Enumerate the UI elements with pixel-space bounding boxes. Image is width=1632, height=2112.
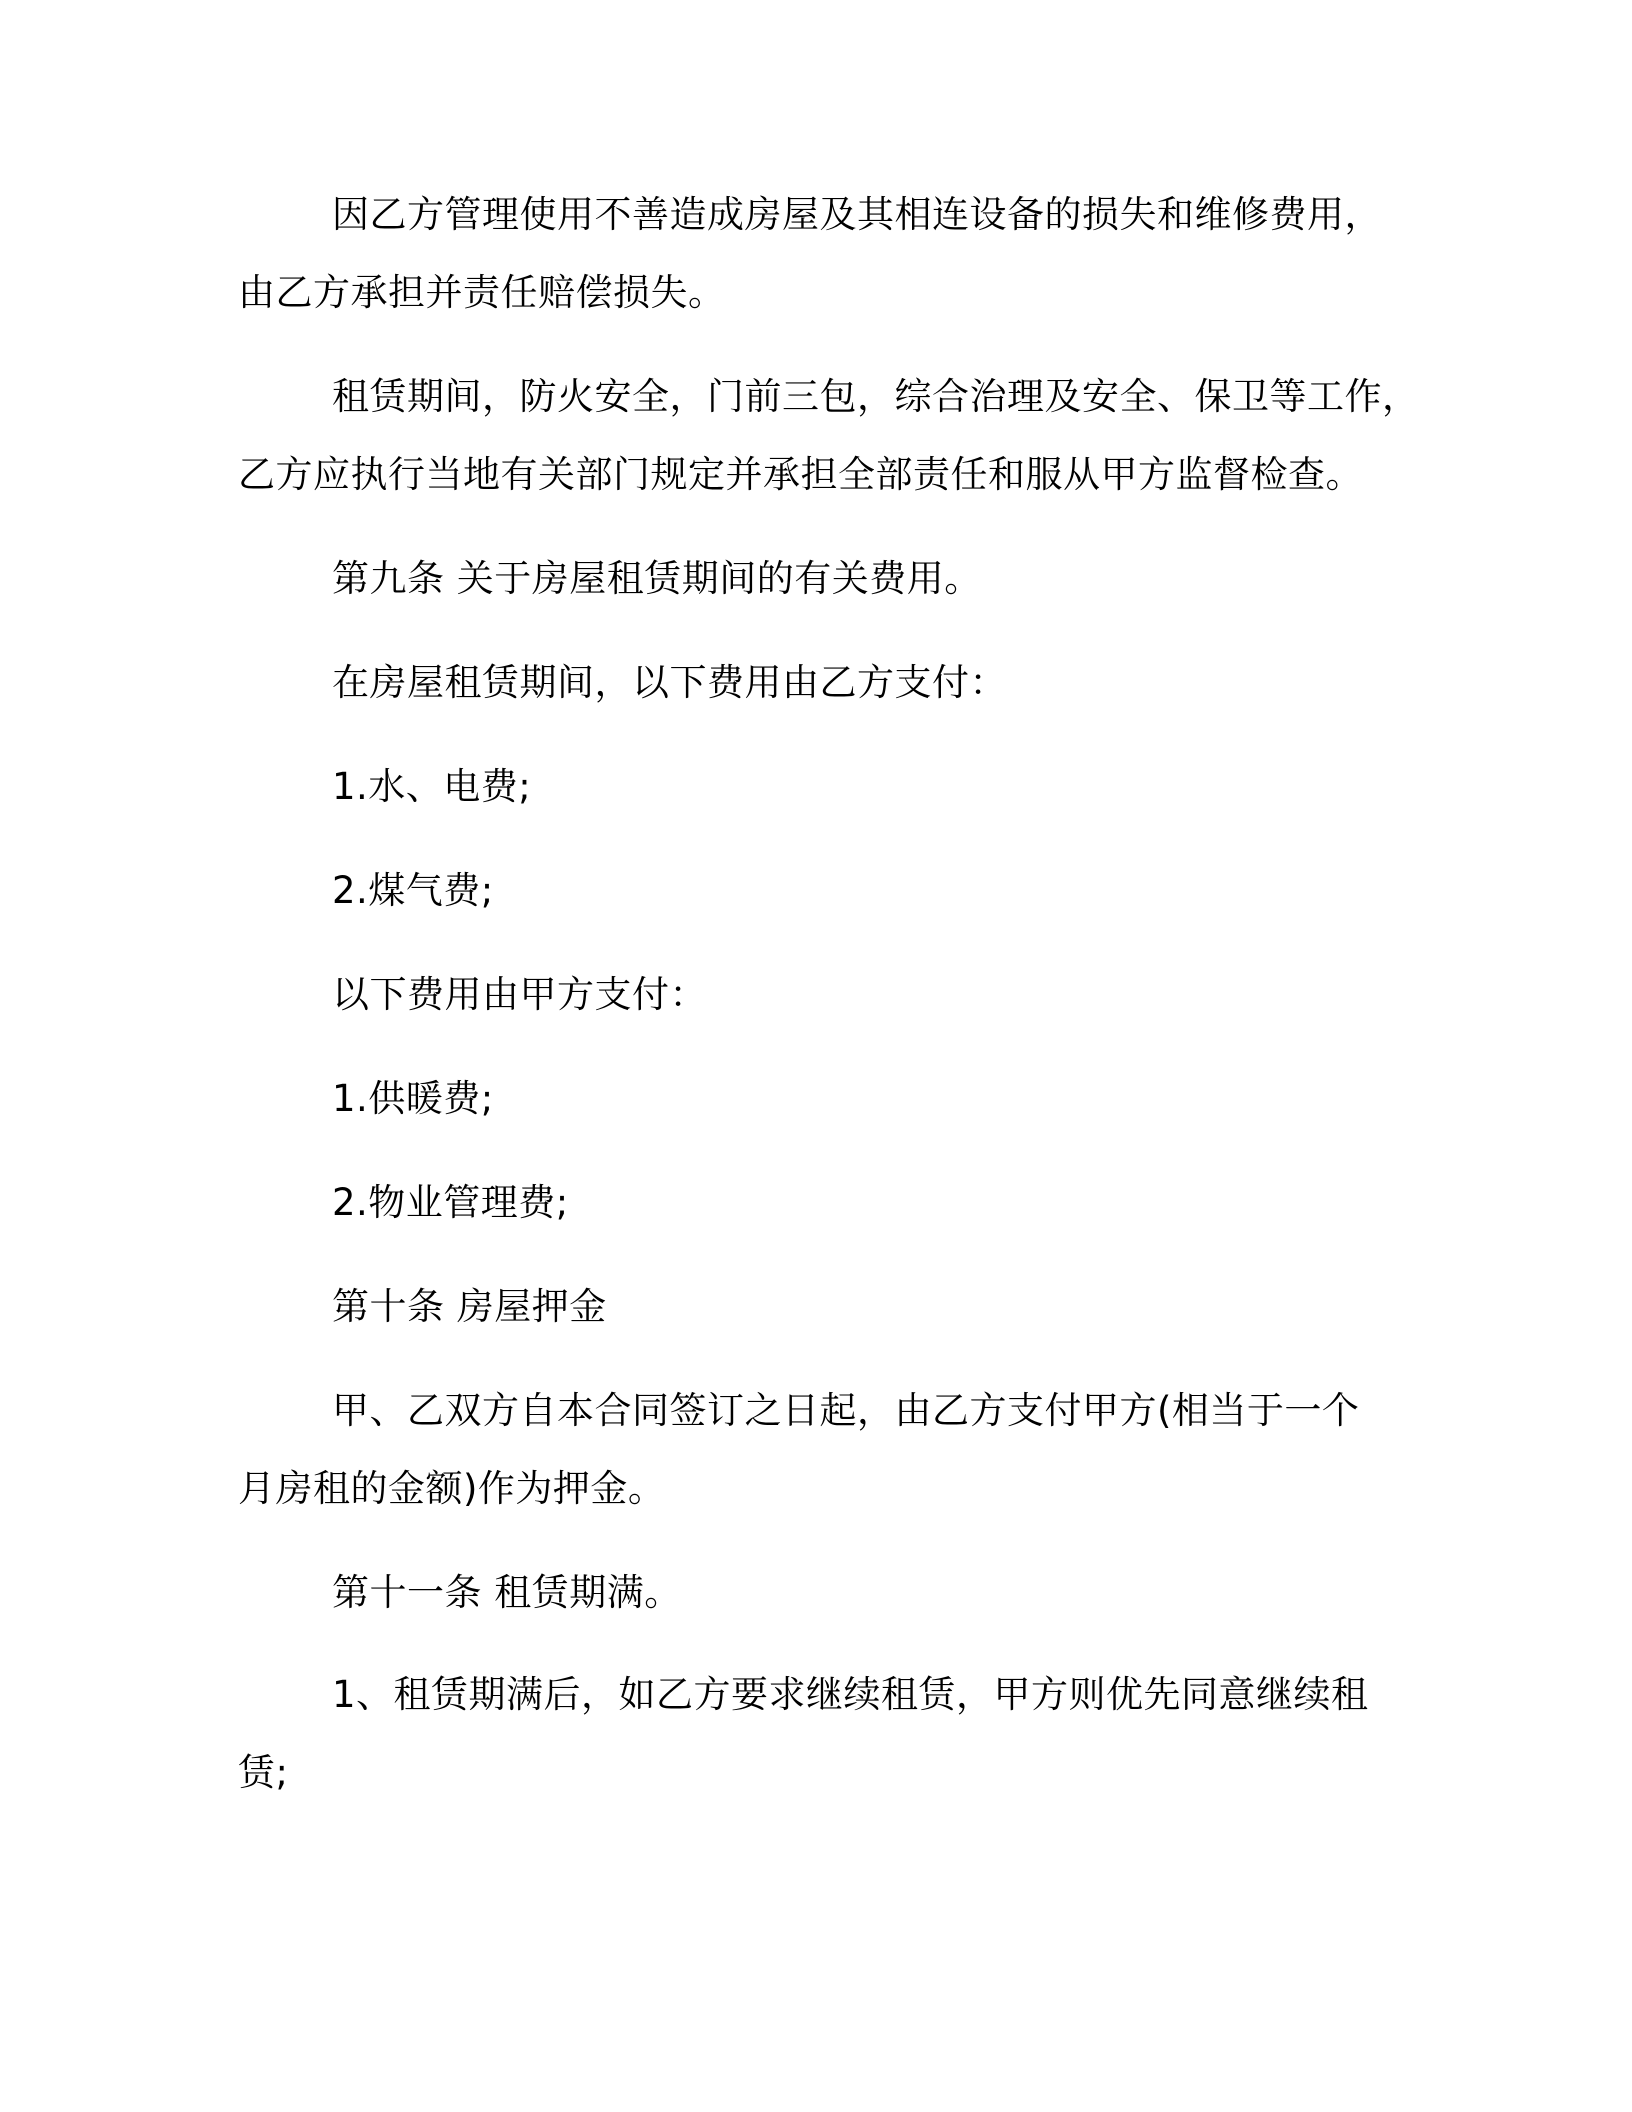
article-10-heading <box>238 1268 1394 1346</box>
article-11-heading <box>238 1554 1394 1632</box>
list-item-heating <box>238 1060 1394 1138</box>
paragraph-line: 第十一条 租赁期满。 <box>332 1571 682 1614</box>
paragraph-line: 月房租的金额)作为押金。 <box>238 1467 666 1510</box>
paragraph-line: 由乙方承担并责任赔偿损失。 <box>238 271 726 314</box>
paragraph-line: 2.煤气费; <box>332 869 494 912</box>
article-9-heading <box>238 540 1394 618</box>
paragraph-line: 1.供暖费; <box>332 1077 494 1120</box>
paragraph-damage-liability <box>238 176 1394 332</box>
paragraph-line: 甲、乙双方自本合同签订之日起，由乙方支付甲方(相当于一个 <box>332 1389 1360 1432</box>
paragraph-line: 在房屋租赁期间，以下费用由乙方支付： <box>332 661 1007 704</box>
paragraph-landlord-fees-intro <box>238 956 1394 1034</box>
paragraph-line: 因乙方管理使用不善造成房屋及其相连设备的损失和维修费用， <box>332 193 1382 236</box>
paragraph-line: 第九条 关于房屋租赁期间的有关费用。 <box>332 557 982 600</box>
paragraph-deposit <box>238 1372 1394 1528</box>
paragraph-line: 以下费用由甲方支付： <box>332 973 707 1016</box>
paragraph-line: 2.物业管理费; <box>332 1181 569 1224</box>
paragraph-line: 1、租赁期满后，如乙方要求继续租赁，甲方则优先同意继续租 <box>332 1673 1369 1716</box>
list-item-water-electricity <box>238 748 1394 826</box>
paragraph-tenant-fees-intro <box>238 644 1394 722</box>
paragraph-line: 乙方应执行当地有关部门规定并承担全部责任和服从甲方监督检查。 <box>238 453 1363 496</box>
list-item-gas <box>238 852 1394 930</box>
paragraph-line: 赁; <box>238 1751 289 1794</box>
paragraph-line: 第十条 房屋押金 <box>332 1285 607 1328</box>
paragraph-safety-duties <box>238 358 1420 514</box>
list-item-property-management <box>238 1164 1394 1242</box>
paragraph-line: 1.水、电费; <box>332 765 532 808</box>
paragraph-lease-renewal <box>238 1656 1394 1812</box>
paragraph-line: 租赁期间，防火安全，门前三包，综合治理及安全、保卫等工作， <box>332 375 1420 418</box>
